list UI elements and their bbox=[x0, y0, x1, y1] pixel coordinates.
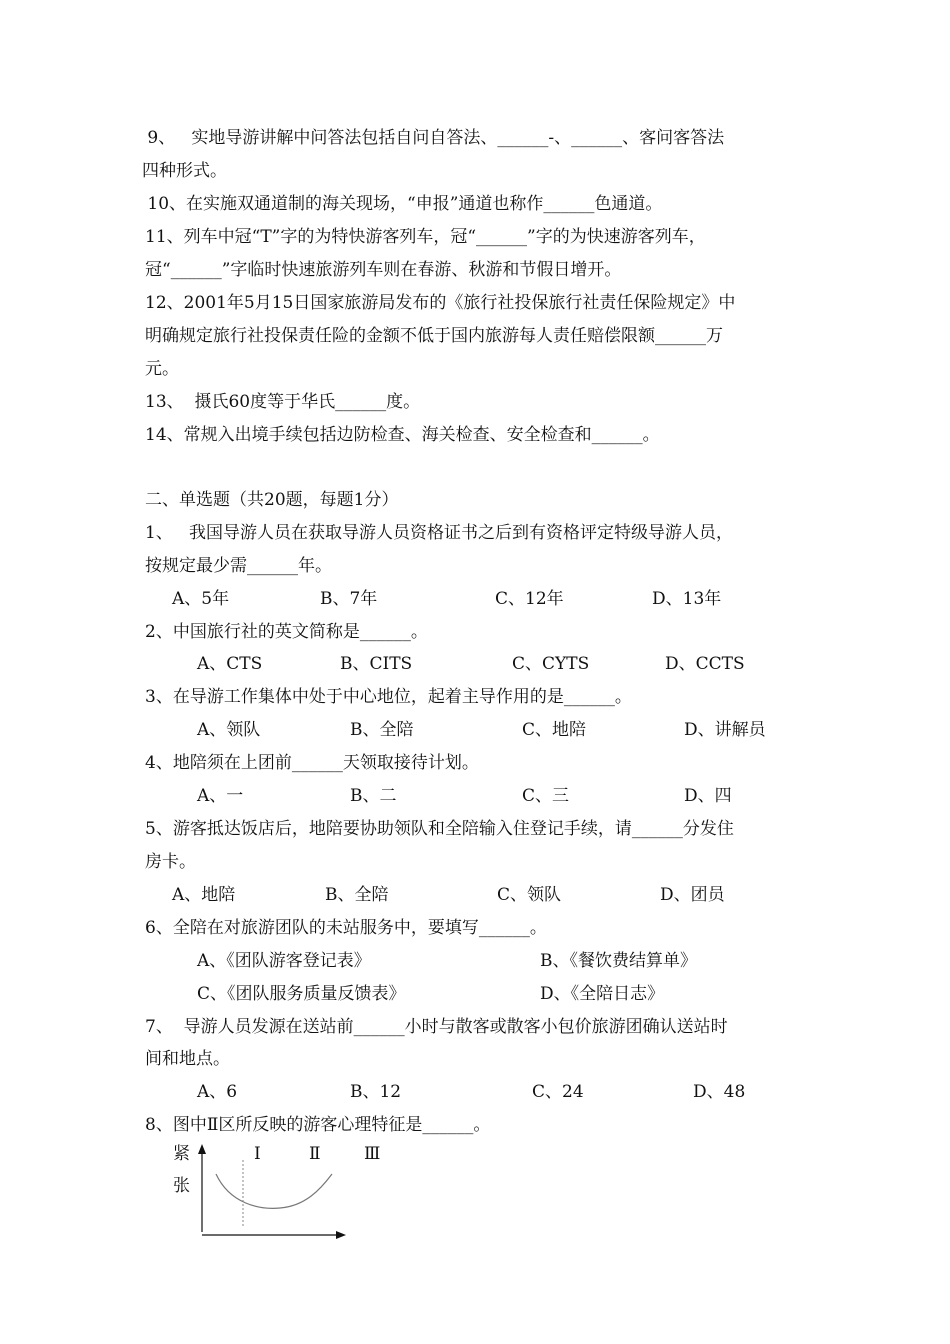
q12-line2: 明确规定旅行社投保责任险的金额不低于国内旅游每人责任赔偿限额______万 bbox=[145, 326, 723, 346]
q12-line1: 12、2001年5月15日国家旅游局发布的《旅行社投保旅行社责任保险规定》中 bbox=[145, 293, 736, 313]
q4-option-b: B、二 bbox=[350, 786, 397, 806]
q1-line2: 按规定最少需______年。 bbox=[145, 556, 332, 576]
q6-option-b: B、《餐饮费结算单》 bbox=[540, 951, 697, 971]
q11-line2: 冠“______”字临时快速旅游列车则在春游、秋游和节假日增开。 bbox=[145, 260, 622, 280]
q6-option-d: D、《全陪日志》 bbox=[540, 984, 665, 1004]
region-3-label-html: Ⅲ bbox=[364, 1144, 381, 1164]
region-2-label: Ⅱ bbox=[309, 1144, 321, 1164]
region-1-label: Ⅰ bbox=[254, 1144, 261, 1164]
q4-option-d: D、四 bbox=[684, 786, 732, 806]
q5-option-a: A、地陪 bbox=[172, 885, 236, 905]
q1-option-c: C、12年 bbox=[495, 589, 564, 609]
q3-line1: 3、在导游工作集体中处于中心地位，起着主导作用的是______。 bbox=[145, 687, 632, 707]
y-axis-arrow bbox=[198, 1144, 206, 1154]
q7-option-c: C、24 bbox=[532, 1082, 584, 1102]
q7-option-b: B、12 bbox=[350, 1082, 402, 1102]
tension-curve bbox=[216, 1174, 332, 1208]
q4-option-a: A、一 bbox=[197, 786, 244, 806]
q9-line2: 四种形式。 bbox=[142, 161, 227, 181]
q1-option-b: B、7年 bbox=[320, 589, 378, 609]
x-axis-arrow bbox=[336, 1231, 346, 1239]
q2-option-c: C、CYTS bbox=[512, 654, 590, 674]
q13-line1: 13、 摄氏60度等于华氏______度。 bbox=[145, 392, 421, 412]
section-heading: 二、单选题（共20题，每题1分） bbox=[145, 490, 399, 510]
q3-option-c: C、地陪 bbox=[522, 720, 587, 740]
q5-option-d: D、团员 bbox=[660, 885, 725, 905]
q7-option-d: D、48 bbox=[693, 1082, 746, 1102]
q7-line2: 间和地点。 bbox=[145, 1049, 230, 1069]
ylabel-2: 张 bbox=[173, 1176, 190, 1196]
q7-line1: 7、 导游人员发源在送站前______小时与散客或散客小包价旅游团确认送站时 bbox=[145, 1017, 728, 1037]
q2-option-b: B、CITS bbox=[340, 654, 413, 674]
q1-option-a: A、5年 bbox=[172, 589, 230, 609]
ylabel-1: 紧 bbox=[173, 1144, 190, 1164]
q4-option-c: C、三 bbox=[522, 786, 570, 806]
q14-line1: 14、常规入出境手续包括边防检查、海关检查、安全检查和______。 bbox=[145, 425, 660, 445]
q9-line1: 9、 实地导游讲解中问答法包括自问自答法、______-、______、客问客答法 bbox=[142, 128, 725, 148]
q2-line1: 2、中国旅行社的英文简称是______。 bbox=[145, 622, 428, 642]
q5-line1: 5、游客抵达饭店后，地陪要协助领队和全陪输入住登记手续，请______分发住 bbox=[145, 819, 734, 839]
q2-option-a: A、CTS bbox=[197, 654, 263, 674]
q5-option-c: C、领队 bbox=[497, 885, 562, 905]
q5-line2: 房卡。 bbox=[145, 852, 196, 872]
q1-line1: 1、 我国导游人员在获取导游人员资格证书之后到有资格评定特级导游人员， bbox=[145, 523, 734, 543]
q6-option-c: C、《团队服务质量反馈表》 bbox=[197, 984, 406, 1004]
q10-line1: 10、在实施双通道制的海关现场，“申报”通道也称作______色通道。 bbox=[142, 194, 663, 214]
q12-line3: 元。 bbox=[145, 359, 179, 379]
q3-option-d: D、讲解员 bbox=[684, 720, 766, 740]
q11-line1: 11、列车中冠“T”字的为特快游客列车，冠“______”字的为快速游客列车， bbox=[145, 227, 706, 247]
q4-line1: 4、地陪须在上团前______天领取接待计划。 bbox=[145, 753, 479, 773]
q3-option-b: B、全陪 bbox=[350, 720, 414, 740]
q2-option-d: D、CCTS bbox=[665, 654, 745, 674]
q7-option-a: A、6 bbox=[197, 1082, 238, 1102]
q1-option-d: D、13年 bbox=[652, 589, 722, 609]
q5-option-b: B、全陪 bbox=[325, 885, 389, 905]
q8-line1: 8、图中Ⅱ区所反映的游客心理特征是______。 bbox=[145, 1115, 491, 1135]
q3-option-a: A、领队 bbox=[197, 720, 261, 740]
q6-option-a: A、《团队游客登记表》 bbox=[197, 951, 371, 971]
q6-line1: 6、全陪在对旅游团队的未站服务中，要填写______。 bbox=[145, 918, 547, 938]
psychology-diagram bbox=[160, 1140, 360, 1250]
